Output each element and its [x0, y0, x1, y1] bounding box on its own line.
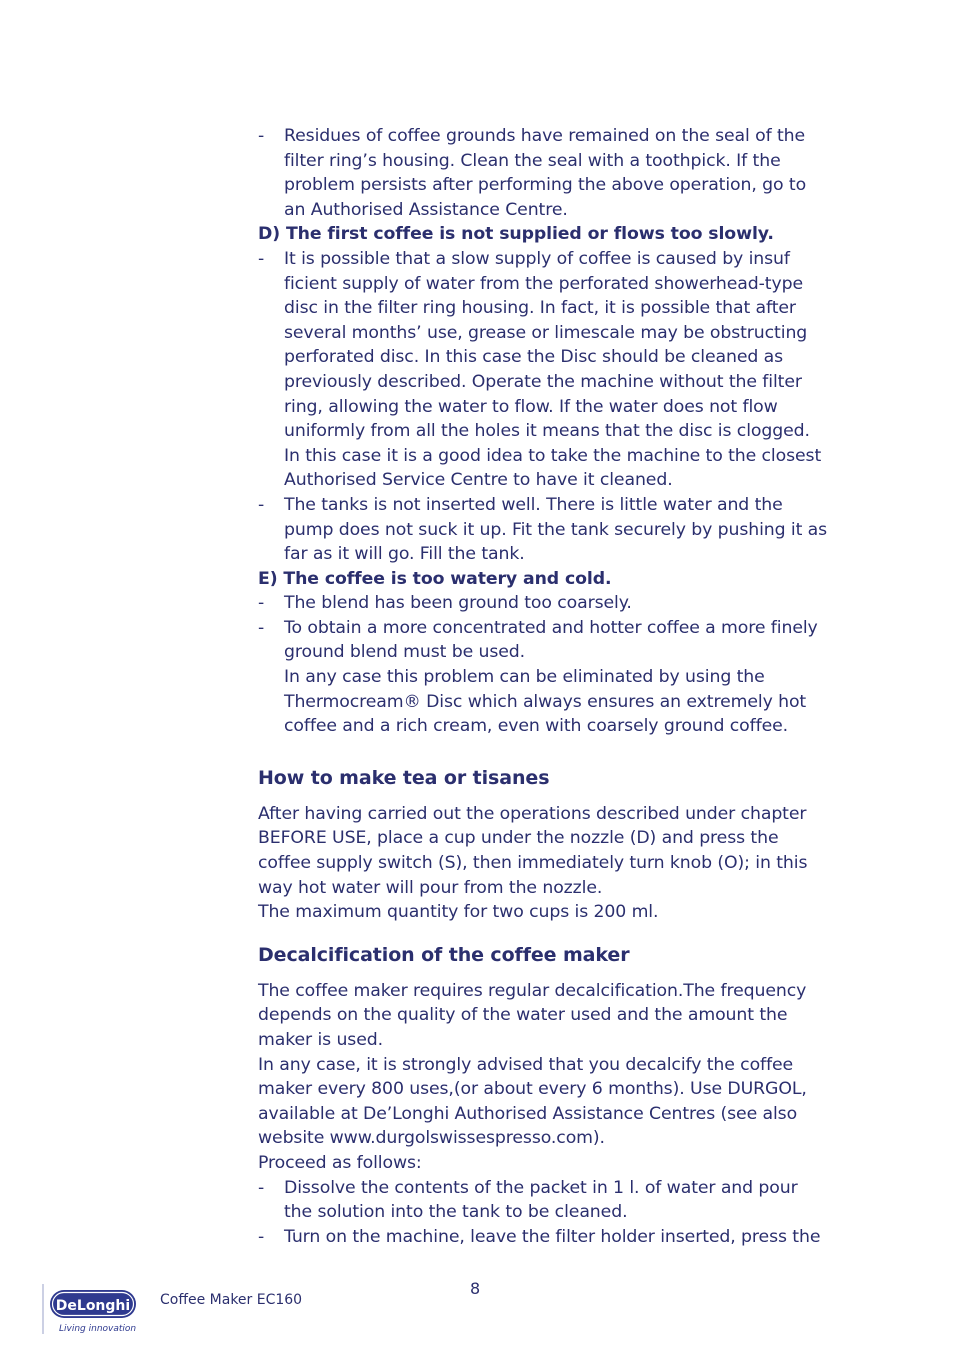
item-text: Turn on the machine, leave the filter holder inserted, press the	[284, 1226, 821, 1247]
item-text: Residues of coffee grounds have remained on the seal of the filter ring’s housing. Clean the seal with a toothpick. If the problem persists after performing the above operation, go to an Authorised Assistance Centre.	[284, 126, 807, 220]
item-text: The tanks is not inserted well. There is little water and the pump does not suck it up. Fit the tank securely by pushing it as far as it will go. Fill the tank.	[284, 494, 828, 565]
bullet-dash: -	[258, 1226, 265, 1247]
bullet-dash: -	[258, 248, 265, 269]
list-item	[258, 247, 830, 493]
paragraph: Proceed as follows:	[258, 1152, 422, 1173]
logo-wordmark: DeLonghi	[55, 1298, 131, 1314]
bullet-dash: -	[258, 1177, 265, 1198]
bullet-dash: -	[258, 593, 265, 614]
paragraph: After having carried out the operations described under chapter BEFORE USE, place a cup under the nozzle (D) and press the coffee supply switch (S), then immediately turn knob (O); in this way hot water will pour from the nozzle.	[258, 803, 808, 898]
paragraph: The coffee maker requires regular decalcification.The frequency depends on the quality of the water used and the amount the maker is used.	[258, 980, 807, 1050]
item-text: Dissolve the contents of the packet in 1 l. of water and pour the solution into the tank to be cleaned.	[284, 1177, 798, 1223]
list-item	[258, 493, 830, 567]
item-note: In any case this problem can be eliminated by using the Thermocream® Disc which always ensures an extremely hot coffee and a rich cream, even with coarsely ground coffee.	[284, 667, 807, 737]
subheading-d: D) The first coffee is not supplied or flows too slowly.	[258, 224, 774, 245]
list-item	[258, 1176, 830, 1225]
list-item	[258, 616, 830, 739]
item-text: It is possible that a slow supply of coffee is caused by insuf ficient supply of water from the perforated showerhead-type disc in the filter ring housing. In fact, it is possible that after several months’ use, grease or limescale may be obstructing perforated disc. In this case the Disc should be cleaned as previously described. Operate the machine without the filter ring, allowing the water to flow. If the water does not flow uniformly from all the holes it means that the disc is clogged. In this case it is a good idea to take the machine to the closest Authorised Service Centre to have it cleaned.	[284, 248, 822, 491]
item-text: To obtain a more concentrated and hotter coffee a more finely ground blend must be used.	[284, 617, 818, 663]
logo-tagline: Living innovation	[59, 1324, 137, 1334]
item-text: The blend has been ground too coarsely.	[284, 593, 632, 614]
subheading-e: E) The coffee is too watery and cold.	[258, 568, 612, 589]
bullet-dash: -	[258, 126, 265, 146]
delonghi-logo	[42, 1282, 142, 1340]
main-column	[258, 124, 830, 1249]
list-item	[258, 591, 830, 616]
page-number: 8	[470, 1279, 481, 1298]
document-title: Coffee Maker EC160	[160, 1292, 303, 1308]
section-heading-tea: How to make tea or tisanes	[258, 766, 550, 789]
bullet-dash: -	[258, 617, 265, 638]
paragraph: In any case, it is strongly advised that you decalcify the coffee maker every 800 uses,(or about every 6 months). Use DURGOL, available at De’Longhi Authorised Assistance Centres (see also website www.durgolswissespresso.com).	[258, 1054, 807, 1149]
list-item	[258, 1225, 830, 1250]
section-heading-decalcification: Decalcification of the coffee maker	[258, 943, 630, 966]
bullet-dash: -	[258, 494, 265, 515]
paragraph: The maximum quantity for two cups is 200 ml.	[258, 902, 659, 923]
list-item	[258, 124, 830, 222]
